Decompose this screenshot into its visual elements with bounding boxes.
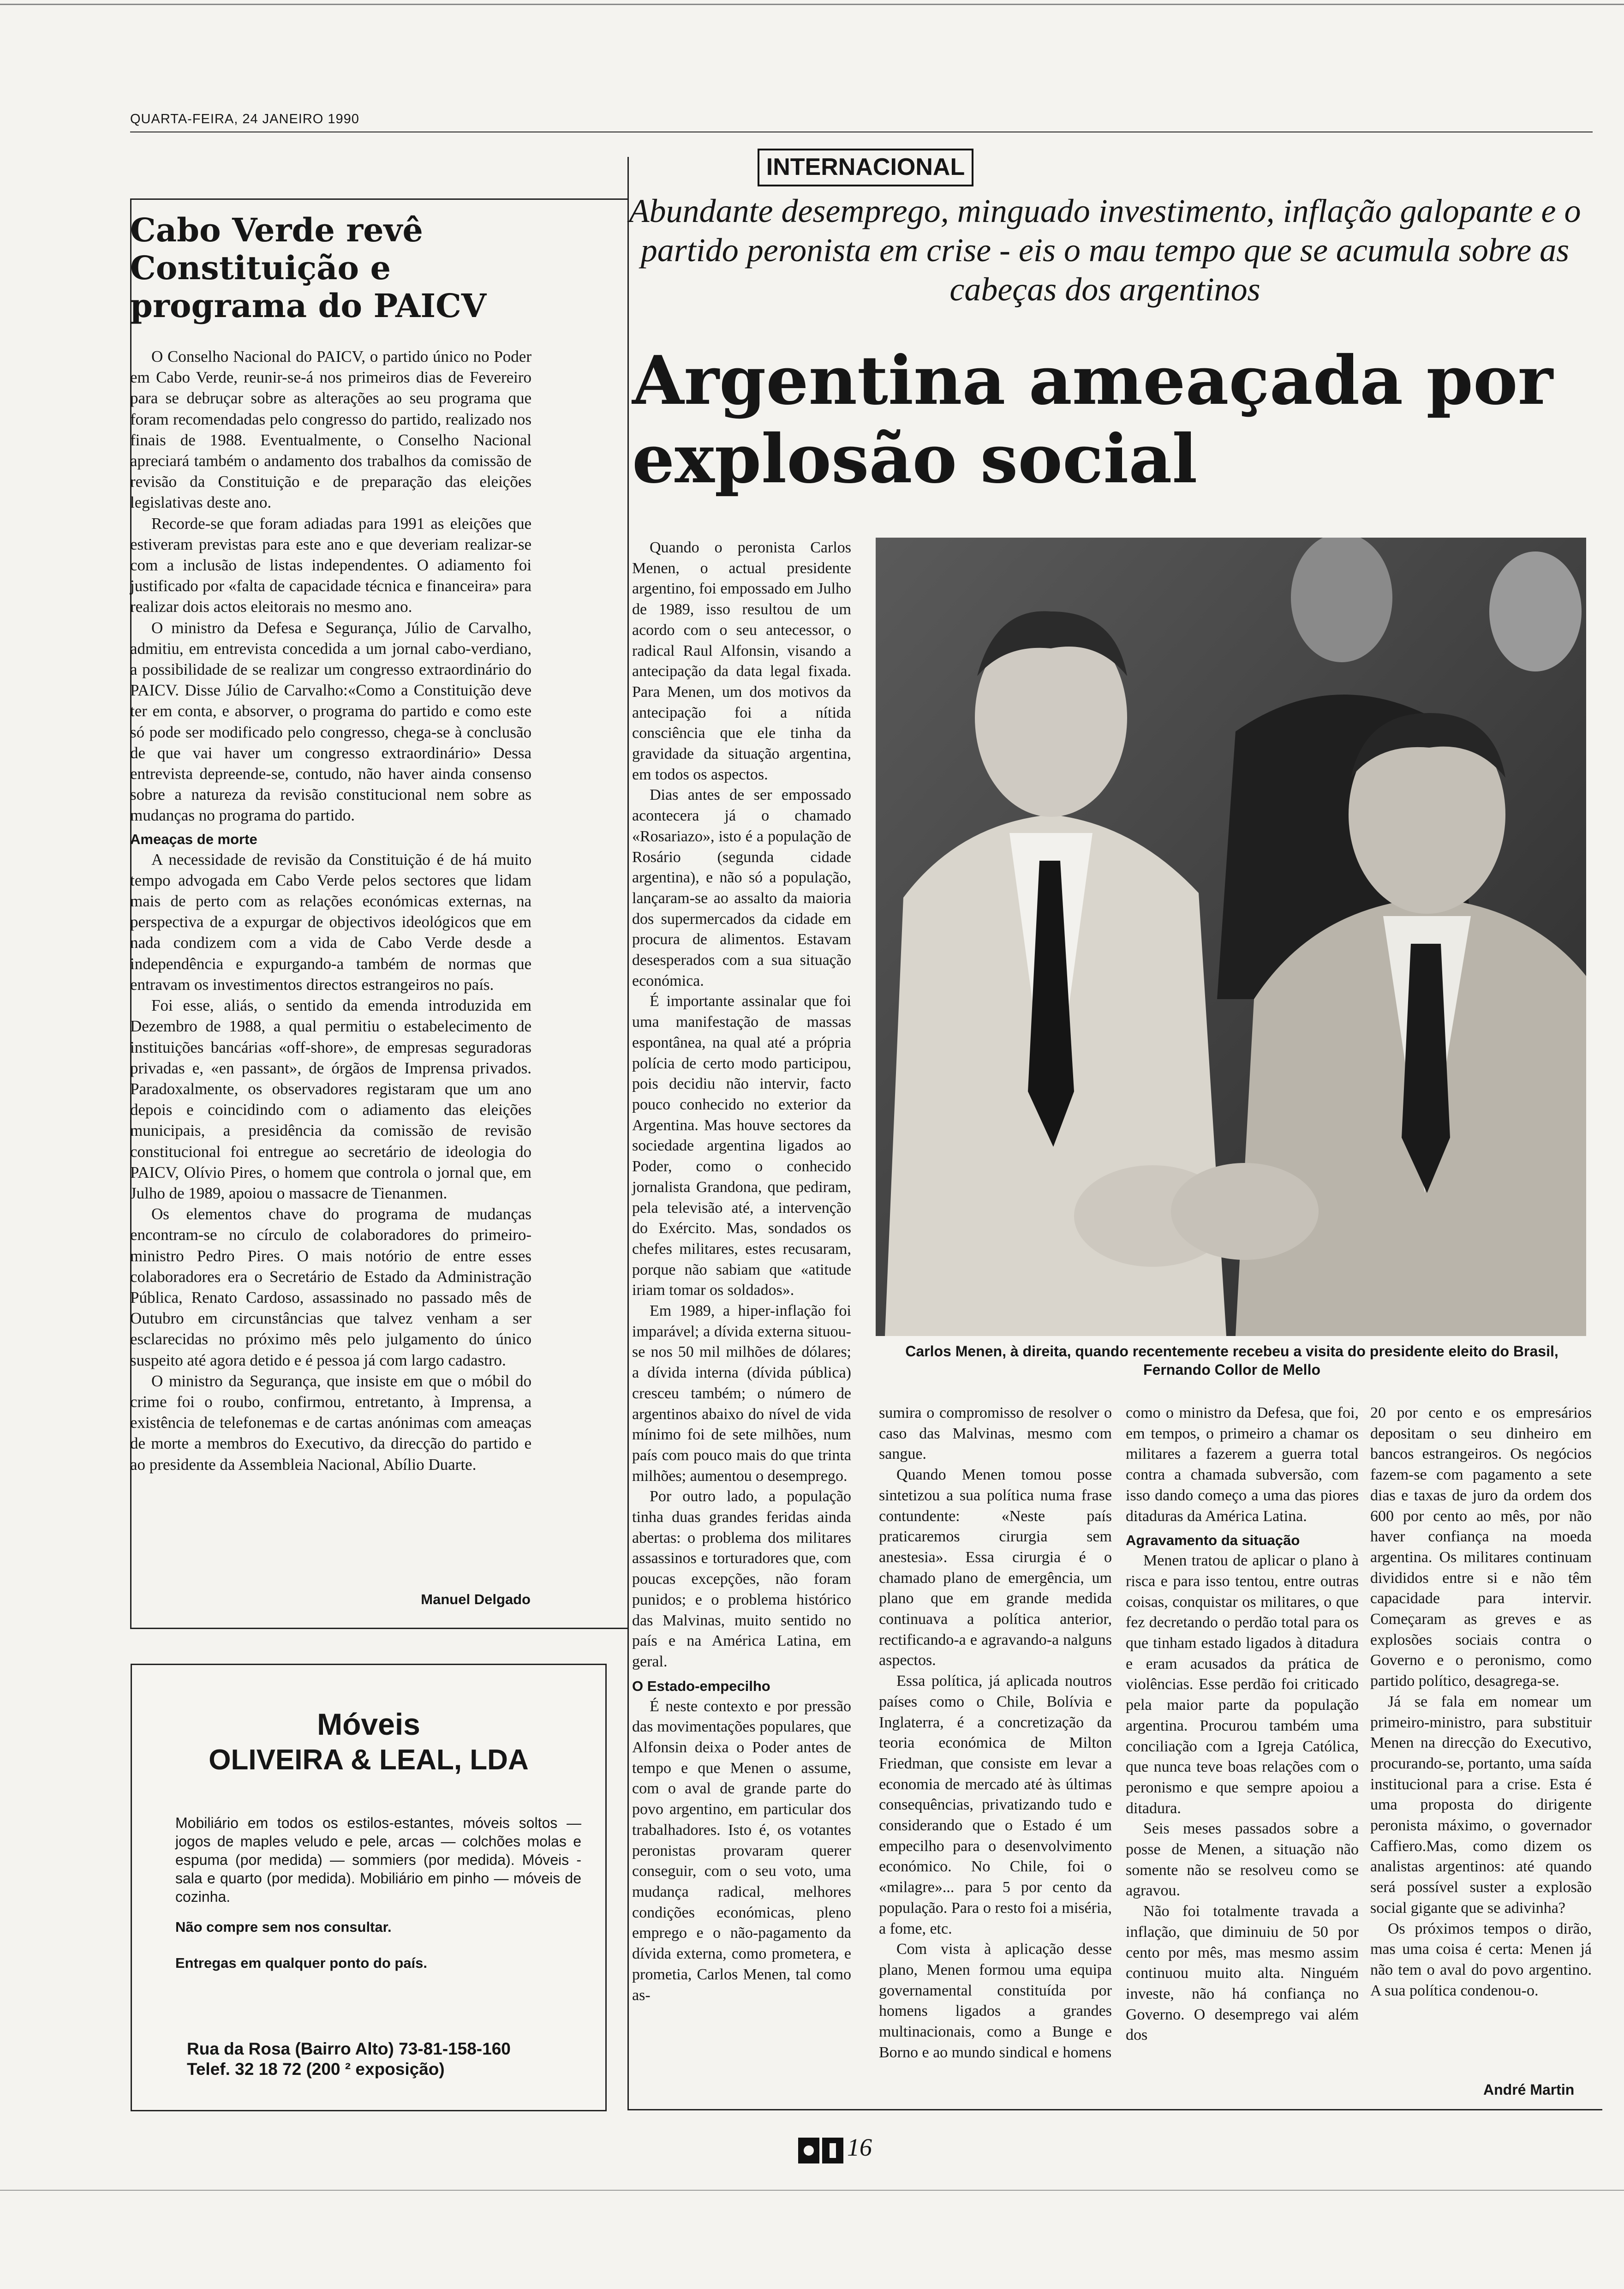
paragraph: É neste contexto e por pressão das movimentações populares, que Alfonsin deixa o Poder antes de tempo e que Menen o assume, com o aval de grande parte do povo argentino, em particular dos trabalhadores. Isto é, os votantes peronistas provaram querer conseguir, com o seu voto, uma mudança radical, melhores condições económicas, pleno emprego e o não-pagamento da dívida externa, como prometera, e prometia, Carlos Menen, tal como as- [632,1697,851,2004]
ad-title: Móveis [317,1707,420,1741]
paragraph: Já se fala em nomear um primeiro-ministro, para substituir Menen na direcção do Executivo, procurando-se, portanto, uma saída institucional para a crise. Esta é uma proposta do dirigente peronista máximo, o governador Caffiero.Mas, como dizem os analistas argentinos: até quando será possível suster a explosão social gigante que se adivinha? [1370,1693,1592,1917]
paragraph: Foi esse, aliás, o sentido da emenda introduzida em Dezembro de 1988, a qual permitiu o estabelecimento de instituições bancárias «off-shore», de empresas seguradoras privadas e, «en passant», de órgãos de Imprensa privados. Paradoxalmente, os observadores registaram que um ano depois e coincidindo com o adiamento das eleições municipais, a presidência da comissão de revisão constitucional foi entregue ao secretário de ideologia do PAICV, Olívio Pires, o homem que controla o jornal que, em Julho de 1989, apoiou o massacre de Tienanmen. [130,996,531,1202]
paragraph: Por outro lado, a população tinha duas grandes feridas ainda abertas: o problema dos militares assassinos e torturadores que, com poucas excepções, não foram punidos; e o problema histórico das Malvinas, muito sentido no país e na América Latina, em geral. [632,1488,851,1670]
paragraph: Quando Menen tomou posse sintetizou a sua política numa frase contundente: «Neste país praticaremos cirurgia sem anestesia». Essa cirurgia é o chamado plano de emergência, um plano que em grande medida continuava a política anterior, rectificando-a e agravando-a nalguns aspectos. [879,1466,1112,1669]
article-column-1 [632,538,851,2006]
paragraph: Quando o peronista Carlos Menen, o actual presidente argentino, foi empossado em Julho de 1989, isso resultou de um acordo com o seu antecessor, o radical Raul Alfonsin, visando a antecipação da data legal fixada. Para Menen, um dos motivos da antecipação foi a nítida consciência que ele tinha da gravidade da situação argentina, em todos os aspectos. [632,539,851,783]
photo-caption: Carlos Menen, à direita, quando recentemente recebeu a visita do presidente eleito do Brasil, Fernando Collor de Mello [905,1343,1558,1378]
article-subhead: O Estado-empecilho [632,1678,770,1694]
paragraph: O Conselho Nacional do PAICV, o partido único no Poder em Cabo Verde, reunir-se-á nos primeiros dias de Fevereiro para se debruçar sobre as alterações ao seu programa que foram recomendadas pelo congresso do partido, realizado nos finais de 1988. Eventualmente, o Conselho Nacional apreciará também o andamento dos trabalhos da comissão de revisão da Constituição e de preparação das eleições legislativas deste ano. [130,348,531,512]
ad-company-name: OLIVEIRA & LEAL, LDA [209,1744,529,1776]
paragraph: O ministro da Segurança, que insiste em que o móbil do crime foi o roubo, confirmou, entretanto, à Imprensa, a existência de telefonemas e de cartas anónimas com ameaças de morte a membros do Executivo, da direcção do partido e ao presidente da Assembleia Nacional, Abílio Duarte. [130,1372,531,1474]
paragraph: Seis meses passados sobre a posse de Menen, a situação não somente não se resolveu como se agravou. [1126,1820,1359,1900]
left-article-title: Cabo Verde revê Constituição e programa do PAICV [130,211,487,325]
article-column-2 [879,1403,1112,2063]
paragraph: Em 1989, a hiper-inflação foi imparável; a dívida externa situou-se nos 50 mil milhões de dólares; a dívida interna (dívida pública) cresceu também; o número de argentinos abaixo do nível de vida mínimo foi de sete milhões, num país com pouco mais do que trinta milhões; aumentou o desemprego. [632,1302,851,1485]
page-number: 16 [847,2133,872,2161]
paragraph: como o ministro da Defesa, que foi, em tempos, o primeiro a chamar os militares a fazerem a guerra total contra a chamada subversão, com isso dando começo a uma das piores ditaduras da América Latina. [1126,1404,1359,1525]
article-subhead: Agravamento da situação [1126,1532,1300,1549]
paragraph: Menen tratou de aplicar o plano à risca e para isso tentou, entre outras coisas, conquistar os militares, o que fez decretando o perdão total para os que tinham estado ligados à ditadura e eram acusados da prática de violências. Esse perdão foi criticado pela maior parte da população argentina. Procurou também uma conciliação com a Igreja Católica, que nunca teve boas relações com o peronismo e que sempre apoiou a ditadura. [1126,1552,1359,1817]
paragraph: Os elementos chave do programa de mudanças encontram-se no círculo de colaboradores do primeiro-ministro Pedro Pires. O mais notório de entre esses colaboradores era o Secretário de Estado da Administração Pública, Renato Cardoso, assassinado no passado mês de Outubro em circunstâncias que talvez venham a ser esclarecidas no próximo mês pelo julgamento do único suspeito até agora detido e é pessoa já com largo cadastro. [130,1205,531,1369]
paragraph: Com vista à aplicação desse plano, Menen formou uma equipa governamental constituída por homens ligados a grandes multinacionais, como a Bunge e Borno e ao mundo sindical e homens [879,1941,1112,2061]
right-article-author: André Martin [1483,2081,1575,2098]
article-kicker: Abundante desemprego, minguado investimento, inflação galopante e o partido peronista em crise - eis o mau tempo que se acumula sobre as cabeças dos argentinos [629,192,1581,308]
article-column-3 [1126,1403,1359,2046]
paragraph: Recorde-se que foram adiadas para 1991 as eleições que estiveram previstas para este ano e que deveriam realizar-se com a inclusão de listas independentes. O adiamento foi justificado por «falta de capacidade técnica e financeira» para realizar dois actos eleitorais no mesmo ano. [130,514,531,616]
left-article-subhead: Ameaças de morte [130,831,257,847]
paragraph: 20 por cento e os empresários depositam o seu dinheiro em bancos estrangeiros. Os negócios fazem-se com pagamento a sete dias e taxas de juro da ordem dos 600 por cento ao mês, por não haver confiança na moeda argentina. Os militares continuam divididos entre si e não têm capacidade para intervir. Começaram as greves e as explosões sociais contra o Governo e o peronismo, como partido político, desagrega-se. [1370,1404,1592,1690]
paragraph: O ministro da Defesa e Segurança, Júlio de Carvalho, admitiu, em entrevista concedida a um jornal cabo-verdiano, a possibilidade de se realizar um congresso extraordinário do PAICV. Disse Júlio de Carvalho:«Como a Constituição deve ter em conta, e absorver, o programa do partido e como este só pode ser modificado pelo congresso, chega-se à conclusão de que vai haver um congresso extraordinário» Dessa entrevista depreende-se, contudo, não haver ainda consenso sobre a natureza da revisão constitucional nem sobre as mudanças no programa do partido. [130,618,531,825]
ad-phone-line: Telef. 32 18 72 (200 ² exposição) [187,2060,445,2079]
paragraph: A necessidade de revisão da Constituição é de há muito tempo advogada em Cabo Verde pelos sectores que lidam mais de perto com as relações económicas externas, na perspectiva de a expurgar de objectivos ideológicos que em nada condizem com a vida de Cabo Verde desde a independência e expurgando-a também de normas que entravam os investimentos directos estrangeiros no país. [130,850,531,994]
ad-cta: Não compre sem nos consultar. [175,1919,392,1935]
ad-description: Mobiliário em todos os estilos-estantes, móveis soltos — jogos de maples veludo e pele, arcas — colchões molas e espuma (por medida) — sommiers (por medida). Móveis - sala e quarto (por medida). Mobiliário em pinho — móveis de cozinha. [175,1815,581,1905]
newspaper-logo-icon [798,2138,844,2163]
dateline: QUARTA-FEIRA, 24 JANEIRO 1990 [130,112,359,126]
paragraph: Os próximos tempos o dirão, mas uma coisa é certa: Menen já não tem o aval do povo argentino. A sua política condenou-o. [1370,1920,1592,1999]
top-edge-rule [0,4,1624,5]
ad-cta: Entregas em qualquer ponto do país. [175,1955,428,1971]
bottom-edge-rule [0,2190,1624,2191]
news-photo [876,538,1586,1336]
article-column-4 [1370,1403,1592,2001]
ad-address [187,2039,511,2079]
section-tag: INTERNACIONAL [758,149,973,186]
paragraph: É importante assinalar que foi uma manifestação de massas espontânea, na qual até a própria polícia de certo modo participou, pois decidiu não intervir, facto pouco conhecido no exterior da Argentina. Mas houve sectores da sociedade argentina ligados ao Poder, como o conhecido jornalista Grandona, que pediram, pela televisão até, a intervenção do Exército. Mas, sondados os chefes militares, estes recusaram, porque não sabiam que «atitude iriam tomar os soldados». [632,993,851,1299]
article-headline: Argentina ameaçada por explosão social [632,342,1553,498]
ad-address-line: Rua da Rosa (Bairro Alto) 73-81-158-160 [187,2039,511,2058]
paragraph: sumira o compromisso de resolver o caso das Malvinas, mesmo com sangue. [879,1404,1112,1463]
paragraph: Dias antes de ser empossado acontecera já o chamado «Rosariazo», isto é a população de Rosário (segunda cidade argentina), e não só a população, lançaram-se ao assalto da maioria dos supermercados da cidade em procura de alimentos. Estavam desesperados com a sua situação económica. [632,786,851,989]
left-article-body [130,346,531,1475]
paragraph: Essa política, já aplicada noutros países como o Chile, Bolívia e Inglaterra, é a concretização da teoria económica de Milton Friedman, que consiste em levar a economia de mercado até às últimas consequências, privatizando tudo e considerando que o Estado é um empecilho para o desenvolvimento económico. No Chile, foi o «milagre»... para 5 por cento da população. Para o resto foi a miséria, a fome, etc. [879,1672,1112,1937]
left-article-author: Manuel Delgado [421,1591,531,1607]
paragraph: Não foi totalmente travada a inflação, que diminuiu de 50 por cento por mês, mas mesmo assim continuou muito alta. Ninguém investe, não há confiança no Governo. O desemprego vai além dos [1126,1903,1359,2044]
